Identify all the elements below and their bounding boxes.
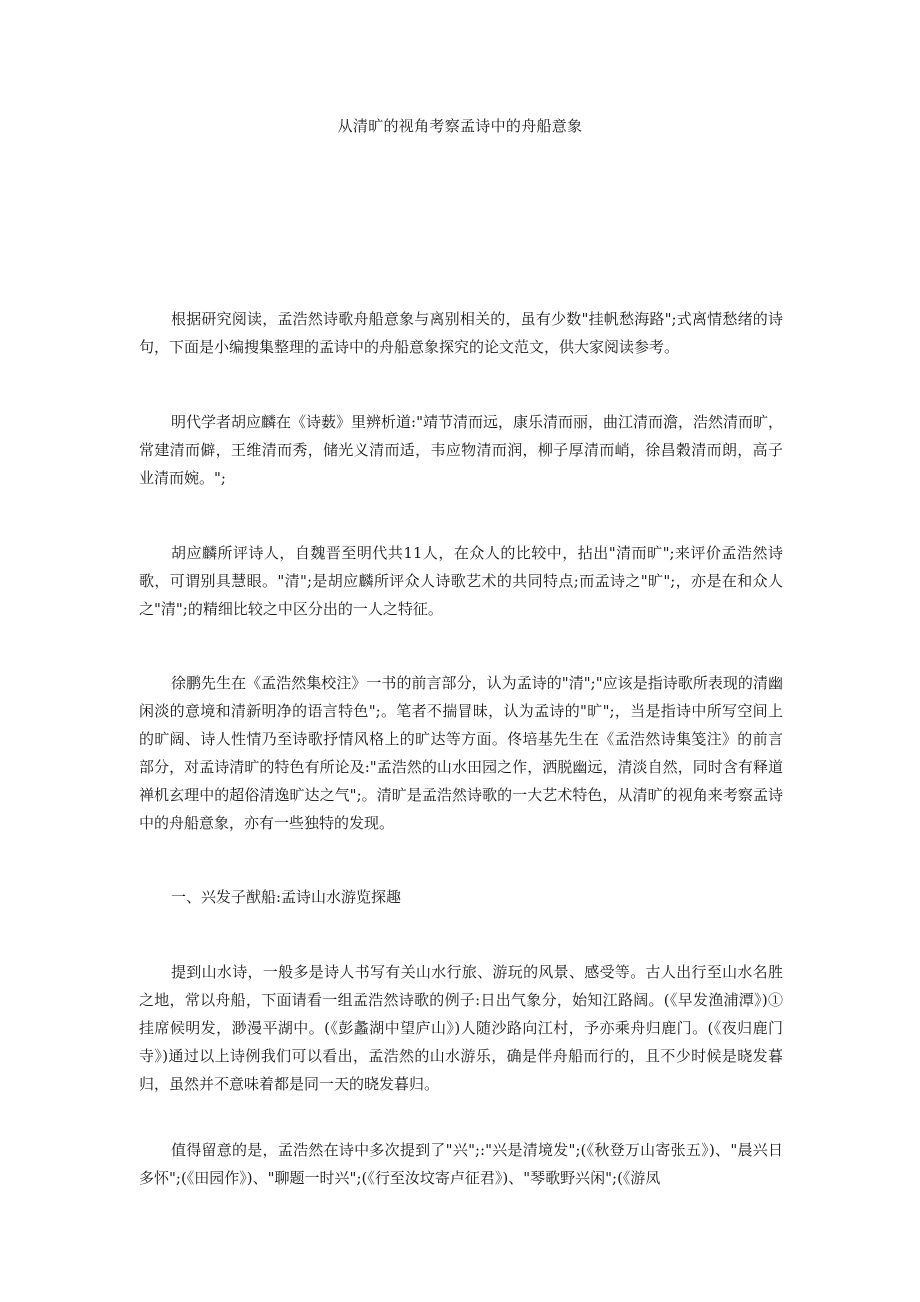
body-paragraph: 提到山水诗，一般多是诗人书写有关山水行旅、游玩的风景、感受等。古人出行至山水名胜之地，常以舟船，下面请看一组孟浩然诗歌的例子:日出气象分，始知江路阔。(《早发渔浦潭》)①挂席候明发，渺漫平湖中。(《彭蠡湖中望庐山》)人随沙路向江村，予亦乘舟归鹿门。(《夜归鹿门寺》)通过以上诗例我们可以看出，孟浩然的山水游乐，确是伴舟船而行的，且不少时候是晓发暮归，虽然并不意味着都是同一天的晓发暮归。 bbox=[139, 963, 783, 1093]
body-paragraph: 徐鹏先生在《孟浩然集校注》一书的前言部分，认为孟诗的"清";"应该是指诗歌所表现的清幽闲淡的意境和清新明净的语言特色";。笔者不揣冒昧，认为孟诗的"旷";，当是指诗中所写空间上的旷阔、诗人性情乃至诗歌抒情风格上的旷达等方面。佟培基先生在《孟浩然诗集笺注》的前言部分，对孟诗清旷的特色有所论及:"孟浩然的山水田园之作，洒脱幽远，清淡自然，同时含有释道禅机玄理中的超俗清逸旷达之气";。清旷是孟浩然诗歌的一大艺术特色，从清旷的视角来考察孟诗中的舟船意象，亦有一些独特的发现。 bbox=[139, 674, 783, 832]
intro-paragraph: 根据研究阅读，孟浩然诗歌舟船意象与离别相关的，虽有少数"挂帆愁海路";式离情愁绪的诗句，下面是小编搜集整理的孟诗中的舟船意象探究的论文范文，供大家阅读参考。 bbox=[139, 310, 783, 356]
body-paragraph: 值得留意的是，孟浩然在诗中多次提到了"兴";:"兴是清境发";(《秋登万山寄张五》)、"晨兴日多怀";(《田园作》)、"聊题一时兴";(《行至汝坟寄卢征君》)、"琴歌野兴闲";(《游凤 bbox=[139, 1141, 783, 1187]
body-paragraph: 明代学者胡应麟在《诗薮》里辨析道:"靖节清而远，康乐清而丽，曲江清而澹，浩然清而旷，常建清而僻，王维清而秀，储光义清而适，韦应物清而润，柳子厚清而峭，徐昌穀清而朗，高子业清而婉。"; bbox=[139, 413, 783, 487]
document-title: 从清旷的视角考察孟诗中的舟船意象 bbox=[337, 117, 583, 135]
body-paragraph: 胡应麟所评诗人，自魏晋至明代共11人，在众人的比较中，拈出"清而旷";来评价孟浩然诗歌，可谓别具慧眼。"清";是胡应麟所评众人诗歌艺术的共同特点;而孟诗之"旷";，亦是在和众人之"清";的精细比较之中区分出的一人之特征。 bbox=[139, 544, 783, 618]
section-heading: 一、兴发子猷船:孟诗山水游览探趣 bbox=[171, 888, 402, 906]
